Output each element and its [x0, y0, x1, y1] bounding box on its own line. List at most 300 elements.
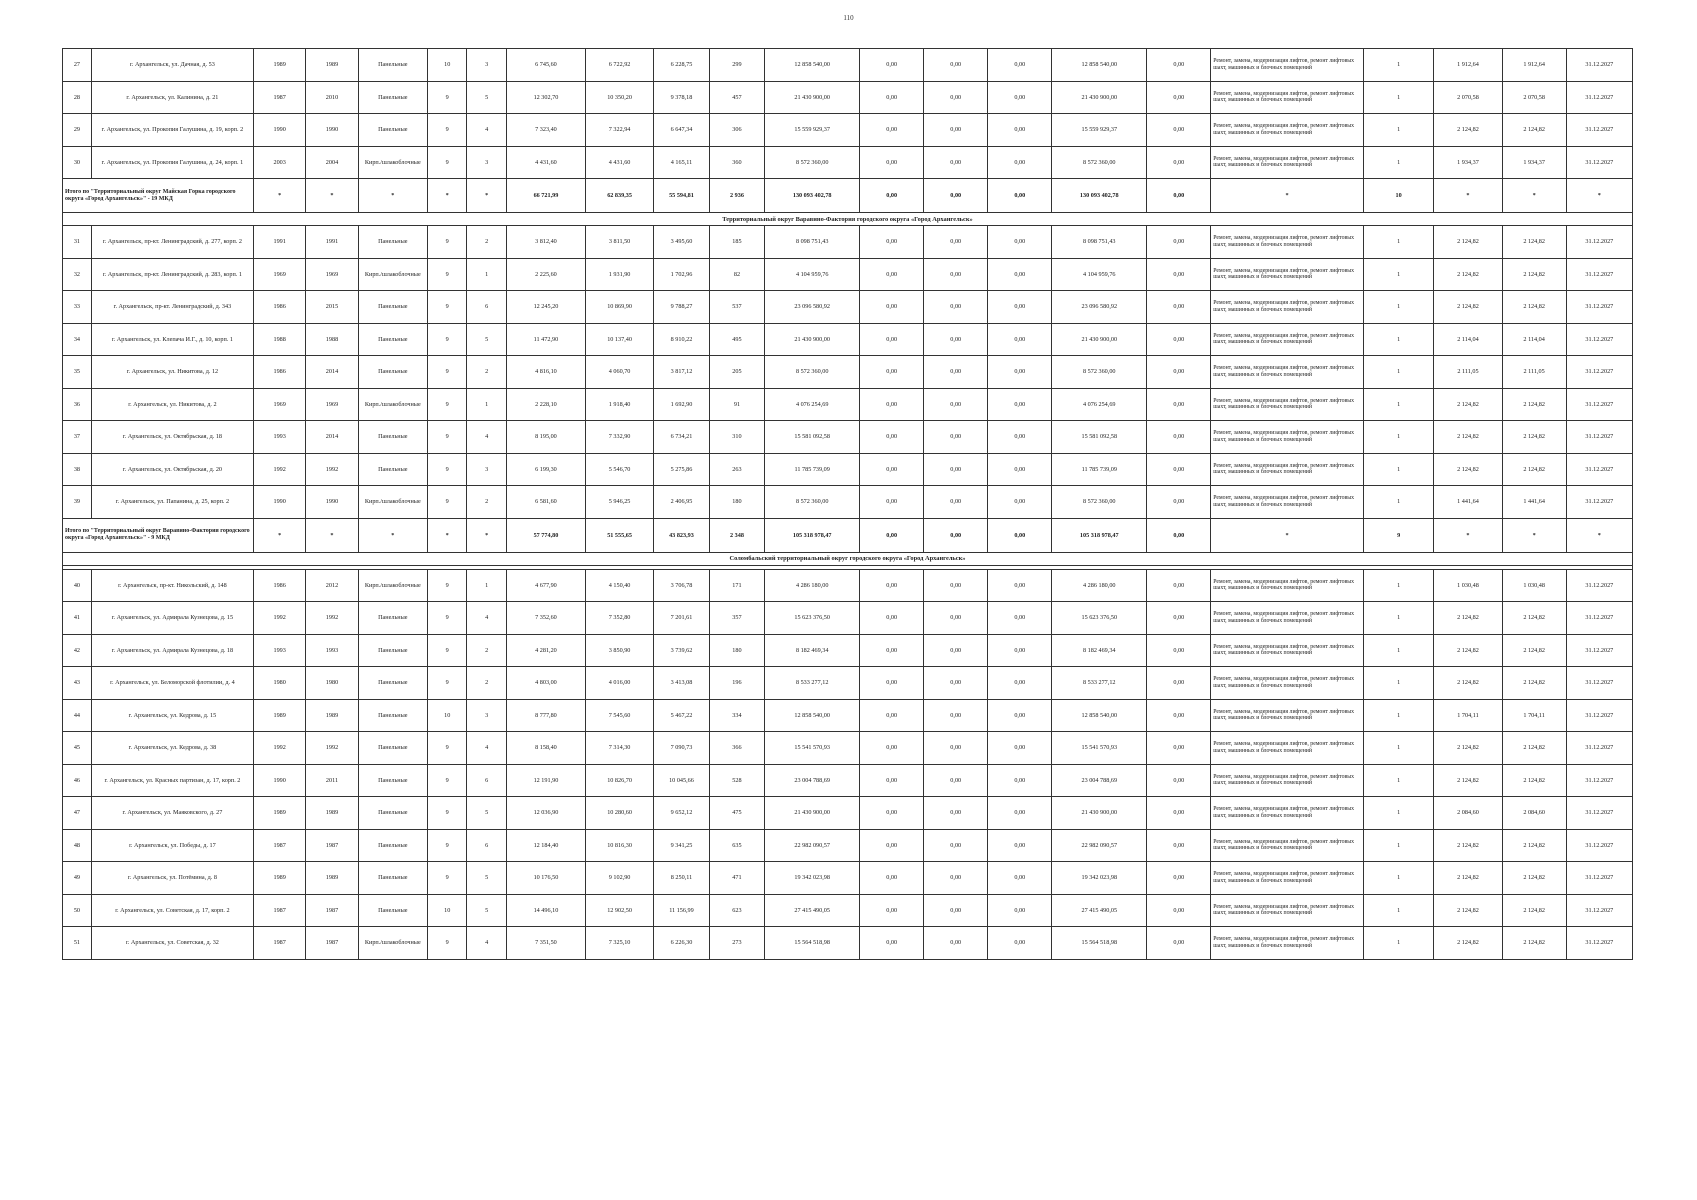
cell-spec1: 2 124,82: [1434, 732, 1502, 765]
cell-c3: 0,00: [988, 699, 1052, 732]
housing-register-table: [62, 48, 1633, 960]
cell-entr: 4: [467, 927, 506, 960]
cell-units: 1: [1363, 114, 1433, 147]
cell-address: г. Архангельск, ул. Советская, д. 17, корп. 2: [91, 894, 253, 927]
cell-c1: 0,00: [860, 258, 924, 291]
cell-wall: Панельные: [358, 114, 427, 147]
cell-wall: Панельные: [358, 862, 427, 895]
cell-area-total: 7 352,60: [506, 602, 585, 635]
cell-n: 31: [63, 226, 92, 259]
cell-area-res: 7 332,90: [585, 421, 653, 454]
cell-renov: 1992: [306, 732, 358, 765]
cell-built: 1986: [254, 356, 306, 389]
cell-c5: 0,00: [1147, 356, 1211, 389]
cell-built: 1969: [254, 258, 306, 291]
cell-c1: 0,00: [860, 421, 924, 454]
cell-units: 1: [1363, 388, 1433, 421]
table-row: [63, 291, 1633, 324]
cell-c3: 0,00: [988, 421, 1052, 454]
cell-c5: 0,00: [1147, 764, 1211, 797]
total-cost-total: 130 093 402,78: [765, 179, 860, 213]
cell-c4: 4 104 959,76: [1052, 258, 1147, 291]
cell-area-res: 7 352,80: [585, 602, 653, 635]
cell-c3: 0,00: [988, 146, 1052, 179]
cell-area-total: 7 323,40: [506, 114, 585, 147]
cell-spec1: 2 124,82: [1434, 634, 1502, 667]
cell-c1: 0,00: [860, 569, 924, 602]
total-star: *: [254, 518, 306, 552]
cell-cost-total: 21 430 900,00: [765, 323, 860, 356]
cell-date: 31.12.2027: [1566, 667, 1632, 700]
table-row: [63, 829, 1633, 862]
cell-area-total: 4 816,10: [506, 356, 585, 389]
cell-c3: 0,00: [988, 927, 1052, 960]
cell-built: 1986: [254, 569, 306, 602]
cell-area-res: 10 869,90: [585, 291, 653, 324]
cell-floors: 10: [427, 49, 466, 82]
cell-c3: 0,00: [988, 388, 1052, 421]
cell-c1: 0,00: [860, 894, 924, 927]
cell-area-res: 5 946,25: [585, 486, 653, 519]
cell-n: 29: [63, 114, 92, 147]
cell-residents: 196: [709, 667, 764, 700]
cell-address: г. Архангельск, ул. Никитова, д. 12: [91, 356, 253, 389]
work-type-cell: Ремонт, замена, модернизация лифтов, ремонт лифтовых шахт, машинных и блочных помещений: [1211, 829, 1364, 862]
cell-spec2: 2 124,82: [1502, 634, 1566, 667]
cell-residents: 263: [709, 453, 764, 486]
cell-renov: 1969: [306, 388, 358, 421]
cell-c5: 0,00: [1147, 226, 1211, 259]
cell-c2: 0,00: [924, 258, 988, 291]
cell-c2: 0,00: [924, 81, 988, 114]
total-label: Итого по "Территориальный округ Майская Горка городского округа «Город Архангельск»" - 19 МКД: [63, 179, 254, 213]
total-c4: 130 093 402,78: [1052, 179, 1147, 213]
cell-cost-total: 8 182 469,34: [765, 634, 860, 667]
table-row: [63, 634, 1633, 667]
cell-floors: 9: [427, 114, 466, 147]
cell-c5: 0,00: [1147, 486, 1211, 519]
cell-spec1: 2 124,82: [1434, 388, 1502, 421]
cell-units: 1: [1363, 226, 1433, 259]
cell-c1: 0,00: [860, 323, 924, 356]
work-type-cell: Ремонт, замена, модернизация лифтов, ремонт лифтовых шахт, машинных и блочных помещений: [1211, 486, 1364, 519]
cell-c2: 0,00: [924, 732, 988, 765]
cell-c3: 0,00: [988, 323, 1052, 356]
cell-area-liv: 11 156,99: [654, 894, 709, 927]
page-number: 110: [843, 14, 854, 22]
cell-n: 35: [63, 356, 92, 389]
cell-date: 31.12.2027: [1566, 258, 1632, 291]
cell-area-liv: 6 226,30: [654, 927, 709, 960]
cell-c5: 0,00: [1147, 699, 1211, 732]
cell-floors: 9: [427, 862, 466, 895]
cell-spec1: 2 124,82: [1434, 258, 1502, 291]
cell-cost-total: 8 533 277,12: [765, 667, 860, 700]
cell-area-res: 7 322,94: [585, 114, 653, 147]
cell-c2: 0,00: [924, 634, 988, 667]
cell-floors: 9: [427, 291, 466, 324]
cell-c5: 0,00: [1147, 146, 1211, 179]
cell-residents: 475: [709, 797, 764, 830]
work-type-cell: Ремонт, замена, модернизация лифтов, ремонт лифтовых шахт, машинных и блочных помещений: [1211, 894, 1364, 927]
cell-c2: 0,00: [924, 764, 988, 797]
table-row: [63, 764, 1633, 797]
cell-date: 31.12.2027: [1566, 226, 1632, 259]
cell-floors: 9: [427, 634, 466, 667]
cell-date: 31.12.2027: [1566, 388, 1632, 421]
cell-entr: 4: [467, 602, 506, 635]
cell-residents: 635: [709, 829, 764, 862]
cell-address: г. Архангельск, ул. Никитова, д. 2: [91, 388, 253, 421]
cell-n: 44: [63, 699, 92, 732]
cell-c2: 0,00: [924, 667, 988, 700]
cell-spec1: 1 441,64: [1434, 486, 1502, 519]
cell-built: 1989: [254, 862, 306, 895]
cell-c1: 0,00: [860, 49, 924, 82]
cell-date: 31.12.2027: [1566, 829, 1632, 862]
cell-residents: 306: [709, 114, 764, 147]
total-star: *: [1434, 179, 1502, 213]
cell-n: 32: [63, 258, 92, 291]
cell-entr: 5: [467, 81, 506, 114]
cell-units: 1: [1363, 569, 1433, 602]
table-row: [63, 732, 1633, 765]
cell-c4: 15 564 518,98: [1052, 927, 1147, 960]
cell-address: г. Архангельск, ул. Советская, д. 32: [91, 927, 253, 960]
cell-area-res: 1 931,90: [585, 258, 653, 291]
cell-c1: 0,00: [860, 146, 924, 179]
cell-area-res: 10 826,70: [585, 764, 653, 797]
cell-c4: 21 430 900,00: [1052, 81, 1147, 114]
table-row: [63, 486, 1633, 519]
cell-entr: 6: [467, 764, 506, 797]
cell-entr: 3: [467, 49, 506, 82]
cell-renov: 1989: [306, 49, 358, 82]
cell-c1: 0,00: [860, 291, 924, 324]
cell-spec2: 1 704,11: [1502, 699, 1566, 732]
cell-n: 45: [63, 732, 92, 765]
cell-residents: 273: [709, 927, 764, 960]
cell-address: г. Архангельск, ул. Маяковского, д. 27: [91, 797, 253, 830]
cell-entr: 5: [467, 862, 506, 895]
cell-floors: 9: [427, 829, 466, 862]
cell-c5: 0,00: [1147, 894, 1211, 927]
cell-spec2: 2 124,82: [1502, 667, 1566, 700]
cell-floors: 9: [427, 453, 466, 486]
cell-area-res: 10 816,30: [585, 829, 653, 862]
cell-date: 31.12.2027: [1566, 894, 1632, 927]
district-header-row: [63, 552, 1633, 565]
cell-date: 31.12.2027: [1566, 764, 1632, 797]
cell-date: 31.12.2027: [1566, 732, 1632, 765]
cell-c3: 0,00: [988, 862, 1052, 895]
cell-c2: 0,00: [924, 388, 988, 421]
work-type-cell: Ремонт, замена, модернизация лифтов, ремонт лифтовых шахт, машинных и блочных помещений: [1211, 49, 1364, 82]
cell-date: 31.12.2027: [1566, 421, 1632, 454]
cell-area-liv: 9 378,18: [654, 81, 709, 114]
cell-spec1: 2 111,05: [1434, 356, 1502, 389]
cell-area-res: 10 137,40: [585, 323, 653, 356]
cell-floors: 9: [427, 667, 466, 700]
cell-c3: 0,00: [988, 114, 1052, 147]
cell-date: 31.12.2027: [1566, 862, 1632, 895]
cell-address: г. Архангельск, ул. Победы, д. 17: [91, 829, 253, 862]
cell-area-total: 8 158,40: [506, 732, 585, 765]
cell-date: 31.12.2027: [1566, 486, 1632, 519]
total-c5: 0,00: [1147, 179, 1211, 213]
cell-wall: Кирп./шлакоблочные: [358, 258, 427, 291]
cell-entr: 5: [467, 797, 506, 830]
cell-c2: 0,00: [924, 927, 988, 960]
cell-c5: 0,00: [1147, 797, 1211, 830]
cell-spec2: 1 912,64: [1502, 49, 1566, 82]
cell-built: 1990: [254, 486, 306, 519]
work-type-cell: Ремонт, замена, модернизация лифтов, ремонт лифтовых шахт, машинных и блочных помещений: [1211, 569, 1364, 602]
total-units: 10: [1363, 179, 1433, 213]
cell-units: 1: [1363, 732, 1433, 765]
cell-n: 38: [63, 453, 92, 486]
total-c1: 0,00: [860, 518, 924, 552]
cell-c1: 0,00: [860, 764, 924, 797]
cell-residents: 457: [709, 81, 764, 114]
total-star: *: [467, 518, 506, 552]
cell-spec2: 2 124,82: [1502, 764, 1566, 797]
cell-area-liv: 6 734,21: [654, 421, 709, 454]
cell-c3: 0,00: [988, 764, 1052, 797]
table-body: [63, 49, 1633, 960]
cell-c2: 0,00: [924, 421, 988, 454]
cell-c5: 0,00: [1147, 258, 1211, 291]
cell-c1: 0,00: [860, 862, 924, 895]
work-type-cell: Ремонт, замена, модернизация лифтов, ремонт лифтовых шахт, машинных и блочных помещений: [1211, 634, 1364, 667]
cell-area-liv: 3 413,08: [654, 667, 709, 700]
cell-floors: 10: [427, 894, 466, 927]
cell-wall: Кирп./шлакоблочные: [358, 486, 427, 519]
cell-area-liv: 3 495,60: [654, 226, 709, 259]
cell-spec2: 2 124,82: [1502, 226, 1566, 259]
cell-area-liv: 5 467,22: [654, 699, 709, 732]
cell-built: 1989: [254, 699, 306, 732]
table-row: [63, 81, 1633, 114]
cell-c5: 0,00: [1147, 323, 1211, 356]
cell-entr: 4: [467, 421, 506, 454]
total-star: *: [306, 179, 358, 213]
work-type-cell: Ремонт, замена, модернизация лифтов, ремонт лифтовых шахт, машинных и блочных помещений: [1211, 146, 1364, 179]
cell-area-res: 10 280,60: [585, 797, 653, 830]
total-area-total: 57 774,80: [506, 518, 585, 552]
cell-c5: 0,00: [1147, 634, 1211, 667]
work-type-cell: Ремонт, замена, модернизация лифтов, ремонт лифтовых шахт, машинных и блочных помещений: [1211, 862, 1364, 895]
cell-residents: 334: [709, 699, 764, 732]
cell-c3: 0,00: [988, 453, 1052, 486]
cell-c3: 0,00: [988, 569, 1052, 602]
cell-date: 31.12.2027: [1566, 797, 1632, 830]
cell-spec1: 2 124,82: [1434, 291, 1502, 324]
cell-units: 1: [1363, 486, 1433, 519]
cell-cost-total: 8 572 360,00: [765, 146, 860, 179]
cell-entr: 5: [467, 894, 506, 927]
cell-spec1: 1 030,48: [1434, 569, 1502, 602]
cell-date: 31.12.2027: [1566, 356, 1632, 389]
cell-address: г. Архангельск, ул. Адмирала Кузнецова, д. 18: [91, 634, 253, 667]
cell-spec1: 1 934,37: [1434, 146, 1502, 179]
cell-wall: Панельные: [358, 356, 427, 389]
cell-spec1: 2 124,82: [1434, 602, 1502, 635]
cell-area-liv: 7 090,73: [654, 732, 709, 765]
cell-spec2: 2 070,58: [1502, 81, 1566, 114]
cell-renov: 2011: [306, 764, 358, 797]
cell-address: г. Архангельск, ул. Кедрова, д. 15: [91, 699, 253, 732]
cell-built: 1992: [254, 453, 306, 486]
cell-renov: 1992: [306, 453, 358, 486]
cell-cost-total: 8 572 360,00: [765, 356, 860, 389]
total-star: *: [1502, 179, 1566, 213]
cell-c4: 8 572 360,00: [1052, 486, 1147, 519]
cell-area-total: 12 036,90: [506, 797, 585, 830]
cell-entr: 5: [467, 323, 506, 356]
cell-cost-total: 15 623 376,50: [765, 602, 860, 635]
cell-n: 33: [63, 291, 92, 324]
cell-c5: 0,00: [1147, 453, 1211, 486]
cell-n: 41: [63, 602, 92, 635]
cell-entr: 3: [467, 453, 506, 486]
cell-c3: 0,00: [988, 634, 1052, 667]
cell-c3: 0,00: [988, 894, 1052, 927]
cell-renov: 1987: [306, 927, 358, 960]
table-row: [63, 388, 1633, 421]
table-row: [63, 862, 1633, 895]
table-row: [63, 226, 1633, 259]
cell-c2: 0,00: [924, 226, 988, 259]
cell-area-total: 4 677,90: [506, 569, 585, 602]
cell-spec1: 2 124,82: [1434, 927, 1502, 960]
cell-renov: 2004: [306, 146, 358, 179]
cell-address: г. Архангельск, ул. Дачная, д. 53: [91, 49, 253, 82]
cell-wall: Кирп./шлакоблочные: [358, 146, 427, 179]
cell-area-res: 10 350,20: [585, 81, 653, 114]
cell-residents: 357: [709, 602, 764, 635]
cell-cost-total: 23 096 580,92: [765, 291, 860, 324]
cell-entr: 2: [467, 356, 506, 389]
total-units: 9: [1363, 518, 1433, 552]
cell-area-res: 7 314,30: [585, 732, 653, 765]
cell-area-liv: 8 910,22: [654, 323, 709, 356]
work-type-cell: Ремонт, замена, модернизация лифтов, ремонт лифтовых шахт, машинных и блочных помещений: [1211, 226, 1364, 259]
cell-spec1: 2 124,82: [1434, 421, 1502, 454]
cell-renov: 2014: [306, 356, 358, 389]
work-type-cell: Ремонт, замена, модернизация лифтов, ремонт лифтовых шахт, машинных и блочных помещений: [1211, 81, 1364, 114]
table-row: [63, 699, 1633, 732]
cell-area-liv: 7 201,61: [654, 602, 709, 635]
cell-c5: 0,00: [1147, 388, 1211, 421]
cell-spec1: 2 114,04: [1434, 323, 1502, 356]
work-type-cell: Ремонт, замена, модернизация лифтов, ремонт лифтовых шахт, машинных и блочных помещений: [1211, 421, 1364, 454]
cell-cost-total: 15 559 929,37: [765, 114, 860, 147]
cell-spec1: 2 124,82: [1434, 894, 1502, 927]
cell-area-total: 4 281,20: [506, 634, 585, 667]
cell-spec1: 2 124,82: [1434, 862, 1502, 895]
table-row: [63, 569, 1633, 602]
cell-cost-total: 11 785 739,09: [765, 453, 860, 486]
cell-residents: 299: [709, 49, 764, 82]
cell-area-total: 7 351,50: [506, 927, 585, 960]
work-type-cell: Ремонт, замена, модернизация лифтов, ремонт лифтовых шахт, машинных и блочных помещений: [1211, 323, 1364, 356]
cell-area-res: 4 016,00: [585, 667, 653, 700]
cell-c4: 12 858 540,00: [1052, 699, 1147, 732]
cell-date: 31.12.2027: [1566, 291, 1632, 324]
cell-renov: 1990: [306, 114, 358, 147]
total-star: *: [358, 518, 427, 552]
cell-c1: 0,00: [860, 732, 924, 765]
cell-wall: Панельные: [358, 49, 427, 82]
work-type-cell: Ремонт, замена, модернизация лифтов, ремонт лифтовых шахт, машинных и блочных помещений: [1211, 797, 1364, 830]
cell-area-liv: 6 647,34: [654, 114, 709, 147]
cell-floors: 9: [427, 356, 466, 389]
cell-area-liv: 10 045,66: [654, 764, 709, 797]
cell-area-res: 7 545,60: [585, 699, 653, 732]
cell-c4: 23 096 580,92: [1052, 291, 1147, 324]
total-area-res: 62 839,35: [585, 179, 653, 213]
cell-spec1: 2 124,82: [1434, 667, 1502, 700]
total-c2: 0,00: [924, 518, 988, 552]
cell-residents: 91: [709, 388, 764, 421]
cell-c3: 0,00: [988, 829, 1052, 862]
work-type-cell: Ремонт, замена, модернизация лифтов, ремонт лифтовых шахт, машинных и блочных помещений: [1211, 258, 1364, 291]
total-area-liv: 55 594,81: [654, 179, 709, 213]
cell-entr: 2: [467, 486, 506, 519]
cell-floors: 9: [427, 226, 466, 259]
cell-cost-total: 12 858 540,00: [765, 699, 860, 732]
cell-renov: 1990: [306, 486, 358, 519]
cell-cost-total: 21 430 900,00: [765, 797, 860, 830]
cell-c5: 0,00: [1147, 49, 1211, 82]
cell-floors: 9: [427, 764, 466, 797]
cell-built: 1993: [254, 634, 306, 667]
cell-n: 28: [63, 81, 92, 114]
cell-wall: Панельные: [358, 667, 427, 700]
cell-c1: 0,00: [860, 453, 924, 486]
work-type-cell: Ремонт, замена, модернизация лифтов, ремонт лифтовых шахт, машинных и блочных помещений: [1211, 602, 1364, 635]
cell-address: г. Архангельск, ул. Адмирала Кузнецова, д. 15: [91, 602, 253, 635]
cell-units: 1: [1363, 421, 1433, 454]
cell-units: 1: [1363, 49, 1433, 82]
cell-area-total: 12 245,20: [506, 291, 585, 324]
cell-built: 1989: [254, 797, 306, 830]
cell-units: 1: [1363, 81, 1433, 114]
work-type-cell: Ремонт, замена, модернизация лифтов, ремонт лифтовых шахт, машинных и блочных помещений: [1211, 388, 1364, 421]
cell-area-res: 9 102,90: [585, 862, 653, 895]
cell-c2: 0,00: [924, 486, 988, 519]
total-star: *: [306, 518, 358, 552]
total-star: *: [358, 179, 427, 213]
cell-wall: Панельные: [358, 81, 427, 114]
total-star: *: [1502, 518, 1566, 552]
cell-cost-total: 27 415 490,05: [765, 894, 860, 927]
cell-spec1: 2 124,82: [1434, 453, 1502, 486]
district-total-row: [63, 179, 1633, 213]
cell-area-res: 3 850,90: [585, 634, 653, 667]
cell-wall: Панельные: [358, 764, 427, 797]
cell-wall: Панельные: [358, 323, 427, 356]
cell-spec2: 1 441,64: [1502, 486, 1566, 519]
cell-entr: 1: [467, 569, 506, 602]
cell-built: 1969: [254, 388, 306, 421]
cell-address: г. Архангельск, ул. Калинина, д. 21: [91, 81, 253, 114]
cell-area-liv: 4 165,11: [654, 146, 709, 179]
cell-area-liv: 3 817,12: [654, 356, 709, 389]
cell-c4: 15 541 570,93: [1052, 732, 1147, 765]
cell-spec1: 1 912,64: [1434, 49, 1502, 82]
